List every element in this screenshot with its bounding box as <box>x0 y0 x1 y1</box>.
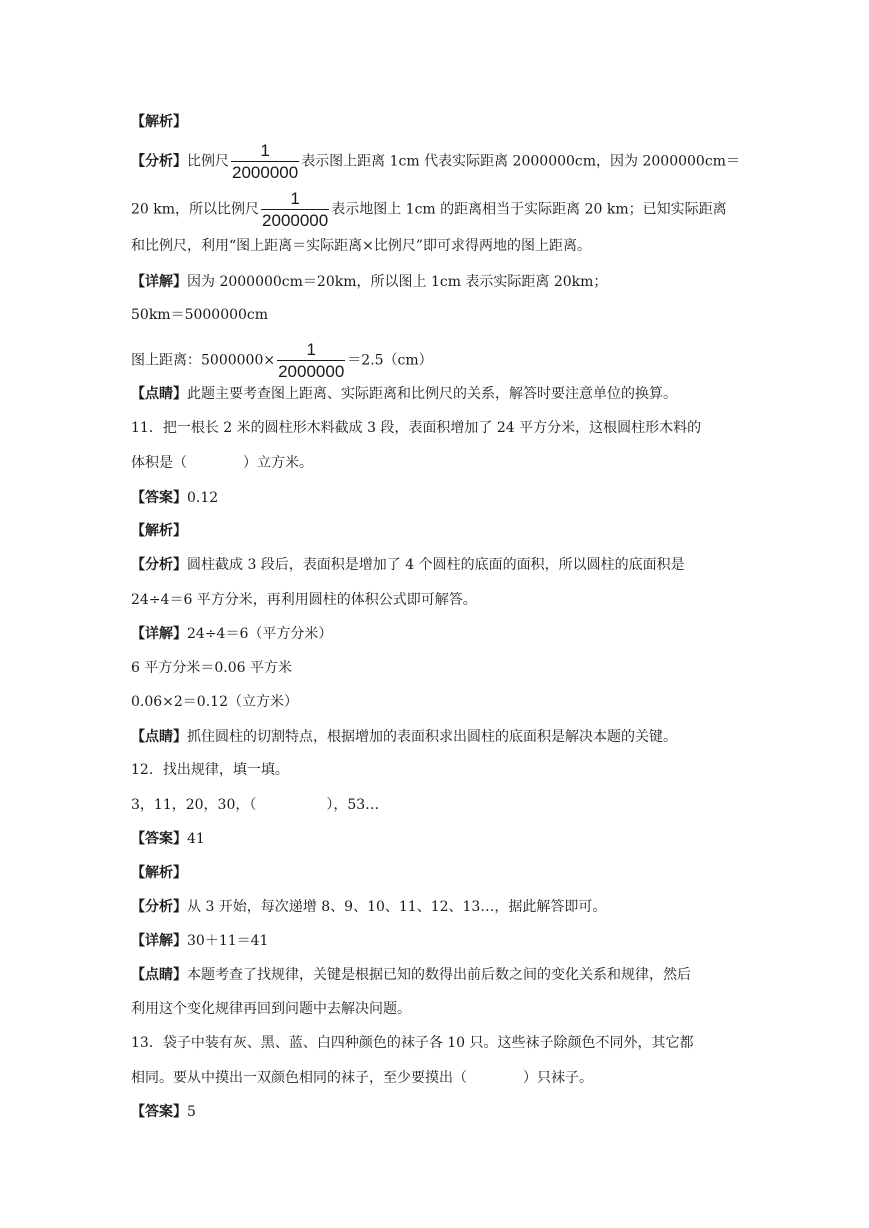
q11-xiangjie-line-3: 0.06×2＝0.12（立方米） <box>131 694 298 710</box>
q12-question-line-2: 3，11，20，30，（ ），53… <box>131 797 380 813</box>
q12-answer: 【答案】41 <box>131 831 205 847</box>
q13-question-line-1: 13．袋子中装有灰、黑、蓝、白四种颜色的袜子各 10 只。这些袜子除颜色不同外，其它都 <box>131 1035 694 1051</box>
xiangjie-label: 【详解】 <box>131 933 187 949</box>
fenxi-label: 【分析】 <box>131 899 187 915</box>
daan-label: 【答案】 <box>131 490 187 506</box>
q11-dianjing: 【点睛】抓住圆柱的切割特点，根据增加的表面积求出圆柱的底面积是解决本题的关键。 <box>131 729 677 745</box>
q11-question-line-2: 体积是（ ）立方米。 <box>131 455 313 471</box>
q12-question-line-1: 12．找出规律，填一填。 <box>131 762 289 778</box>
q11-fenxi-line-2: 24÷4＝6 平方分米，再利用圆柱的体积公式即可解答。 <box>131 592 477 608</box>
q10-fenxi-line-2: 20 km，所以比例尺 $\frac{1}{2000000}$ 表示地图上 1cm 的距离相当于实际距离 20 km；已知实际距离 <box>131 189 727 230</box>
q12-dianjing-line-2: 利用这个变化规律再回到问题中去解决问题。 <box>131 1001 411 1017</box>
dianjing-label: 【点睛】 <box>131 386 187 402</box>
jiexi-heading: 【解析】 <box>131 523 187 539</box>
scale-fraction: $\frac{1}{2000000}$ <box>262 189 329 230</box>
q11-xiangjie-line-1: 【详解】24÷4＝6（平方分米） <box>131 626 333 642</box>
q11-xiangjie-line-2: 6 平方分米＝0.06 平方米 <box>131 660 292 676</box>
q12-xiangjie: 【详解】30＋11＝41 <box>131 933 269 949</box>
q10-xiangjie-line-1: 【详解】因为 2000000cm＝20km，所以图上 1cm 表示实际距离 20km； <box>131 274 608 290</box>
jiexi-heading: 【解析】 <box>131 114 187 130</box>
fenxi-label: 【分析】 <box>131 153 187 170</box>
q13-question-line-2: 相同。要从中摸出一双颜色相同的袜子，至少要摸出（ ）只袜子。 <box>131 1070 593 1086</box>
q13-answer: 【答案】5 <box>131 1104 196 1120</box>
q11-answer: 【答案】0.12 <box>131 490 219 506</box>
q12-dianjing-line-1: 【点睛】本题考查了找规律，关键是根据已知的数得出前后数之间的变化关系和规律，然后 <box>131 967 691 983</box>
q11-question-line-1: 11．把一根长 2 米的圆柱形木料截成 3 段，表面积增加了 24 平方分米，这根圆柱形木料的 <box>131 420 702 436</box>
q12-fenxi: 【分析】从 3 开始，每次递增 8、9、10、11、12、13…，据此解答即可。 <box>131 899 607 915</box>
q10-xiangjie-line-3: 图上距离：5000000× $\frac{1}{2000000}$ ＝2.5（cm） <box>131 340 433 381</box>
q10-fenxi-line-3: 和比例尺，利用“图上距离＝实际距离×比例尺”即可求得两地的图上距离。 <box>131 238 592 254</box>
xiangjie-label: 【详解】 <box>131 274 187 290</box>
scale-fraction: $\frac{1}{2000000}$ <box>278 340 345 381</box>
fenxi-label: 【分析】 <box>131 557 187 573</box>
jiexi-heading: 【解析】 <box>131 865 187 881</box>
daan-label: 【答案】 <box>131 831 187 847</box>
scale-fraction: $\frac{1}{2000000}$ <box>232 141 299 182</box>
q10-xiangjie-line-2: 50km＝5000000cm <box>131 307 269 323</box>
dianjing-label: 【点睛】 <box>131 729 187 745</box>
xiangjie-label: 【详解】 <box>131 626 187 642</box>
q10-dianjing: 【点睛】此题主要考查图上距离、实际距离和比例尺的关系，解答时要注意单位的换算。 <box>131 386 677 402</box>
daan-label: 【答案】 <box>131 1104 187 1120</box>
q10-fenxi-line-1: 【分析】比例尺 $\frac{1}{2000000}$ 表示图上距离 1cm 代表实际距离 2000000cm，因为 2000000cm＝ <box>131 141 740 182</box>
q11-fenxi-line-1: 【分析】圆柱截成 3 段后，表面积是增加了 4 个圆柱的底面的面积，所以圆柱的底面积是 <box>131 557 685 573</box>
dianjing-label: 【点睛】 <box>131 967 187 983</box>
